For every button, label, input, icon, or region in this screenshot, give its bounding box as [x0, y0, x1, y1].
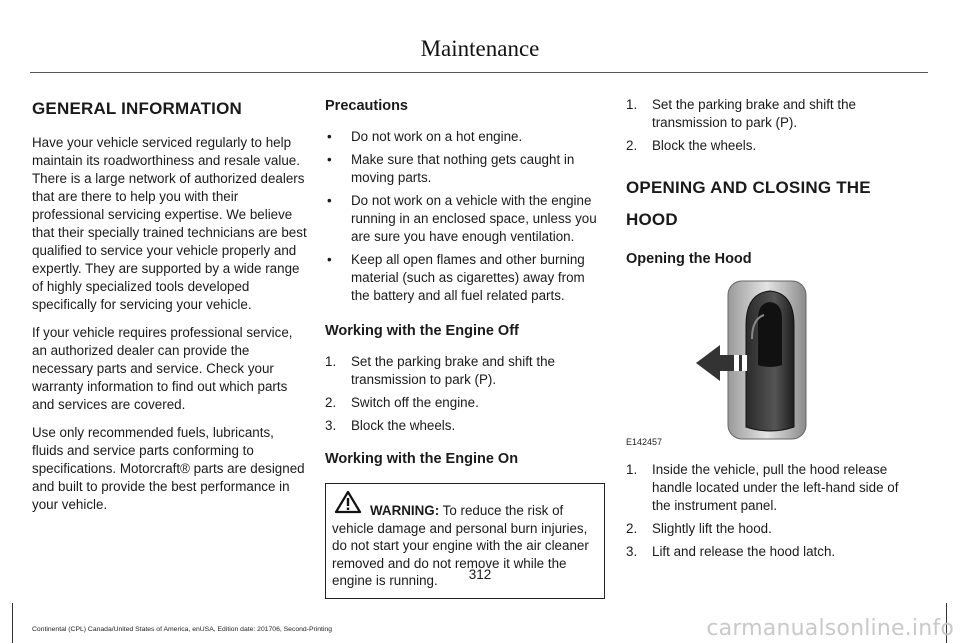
- subheading-engine-on: Working with the Engine On: [325, 451, 519, 467]
- list-item: • Do not work on a hot engine.: [325, 128, 605, 146]
- page-number: 312: [468, 567, 492, 582]
- parking-steps: [626, 96, 906, 155]
- list-item: [325, 353, 605, 389]
- subheading-engine-off: Working with the Engine Off: [325, 323, 519, 339]
- hood-opening-steps: [626, 461, 906, 561]
- list-item: [325, 394, 605, 412]
- hood-release-illustration: [626, 275, 906, 455]
- list-item: [626, 543, 906, 561]
- list-item: [626, 137, 906, 155]
- list-item: • Do not work on a vehicle with the engine running in an enclosed space, unless you are sure you have enough ventilation.: [325, 192, 605, 246]
- paragraph: Use only recommended fuels, lubricants, fluids and service parts conforming to specifications. Motorcraft® parts are designed and built to provide the best performance in your vehicle.: [32, 425, 305, 512]
- warning-triangle-icon: [334, 490, 362, 514]
- precautions-list: [325, 128, 605, 305]
- subheading-opening-hood: Opening the Hood: [626, 251, 752, 267]
- list-item: • Make sure that nothing gets caught in moving parts.: [325, 151, 605, 187]
- engine-off-steps: [325, 353, 605, 435]
- step-number: 1.: [626, 97, 638, 112]
- section-heading-hood-line1: OPENING AND CLOSING THE: [626, 178, 871, 197]
- step-number: 2.: [626, 138, 638, 153]
- step-number: 1.: [325, 354, 337, 369]
- column-general-information: [32, 96, 308, 524]
- step-text: Block the wheels.: [351, 418, 456, 433]
- step-text: Set the parking brake and shift the transmission to park (P).: [652, 97, 856, 130]
- list-item: [626, 461, 906, 515]
- header-divider: [30, 72, 928, 73]
- list-item: [626, 520, 906, 538]
- step-number: 2.: [626, 521, 638, 536]
- list-item: • Keep all open flames and other burning material (such as cigarettes) away from the battery and all fuel related parts.: [325, 251, 605, 305]
- paragraph: If your vehicle requires professional service, an authorized dealer can provide the necessary parts and service. Check your warranty information to find out which parts and services are covered.: [32, 325, 293, 412]
- step-text: Slightly lift the hood.: [652, 521, 772, 536]
- step-number: 3.: [626, 544, 638, 559]
- warning-label: WARNING:: [370, 503, 440, 518]
- subheading-precautions: Precautions: [325, 98, 408, 114]
- column-precautions: [325, 96, 605, 599]
- step-number: 1.: [626, 462, 638, 477]
- crop-mark-left: [12, 603, 13, 643]
- step-text: Block the wheels.: [652, 138, 757, 153]
- list-item: [325, 417, 605, 435]
- step-text: Inside the vehicle, pull the hood release handle located under the left-hand side of the instrument panel.: [652, 462, 899, 513]
- section-heading-general-information: GENERAL INFORMATION: [32, 99, 242, 118]
- figure-code: E142457: [626, 437, 663, 447]
- warning-text: To reduce the risk of vehicle damage and personal burn injuries, do not start your engine with the air cleaner removed and do not remove it while the engine is running.: [332, 503, 589, 588]
- step-number: 2.: [325, 395, 337, 410]
- list-item: [626, 96, 906, 132]
- step-text: Switch off the engine.: [351, 395, 479, 410]
- step-text: Lift and release the hood latch.: [652, 544, 836, 559]
- watermark: carmanualsonline.info: [706, 616, 954, 641]
- page-header-title: Maintenance: [420, 36, 540, 61]
- edition-footer: Continental (CPL) Canada/United States of America, enUSA, Edition date: 201706, Second-Printing: [32, 626, 332, 633]
- hood-release-handle-icon: [626, 275, 906, 455]
- step-number: 3.: [325, 418, 337, 433]
- section-heading-hood-line2: HOOD: [626, 210, 678, 229]
- column-hood: [626, 96, 906, 571]
- step-text: Set the parking brake and shift the transmission to park (P).: [351, 354, 555, 387]
- paragraph: Have your vehicle serviced regularly to help maintain its roadworthiness and resale value. There is a large network of authorized dealers that are there to help you with their professional servicing expertise. We believe that their specially trained technicians are best qualified to service your vehicle properly and expertly. They are supported by a wide range of highly specialized tools developed specifically for servicing your vehicle.: [32, 135, 307, 312]
